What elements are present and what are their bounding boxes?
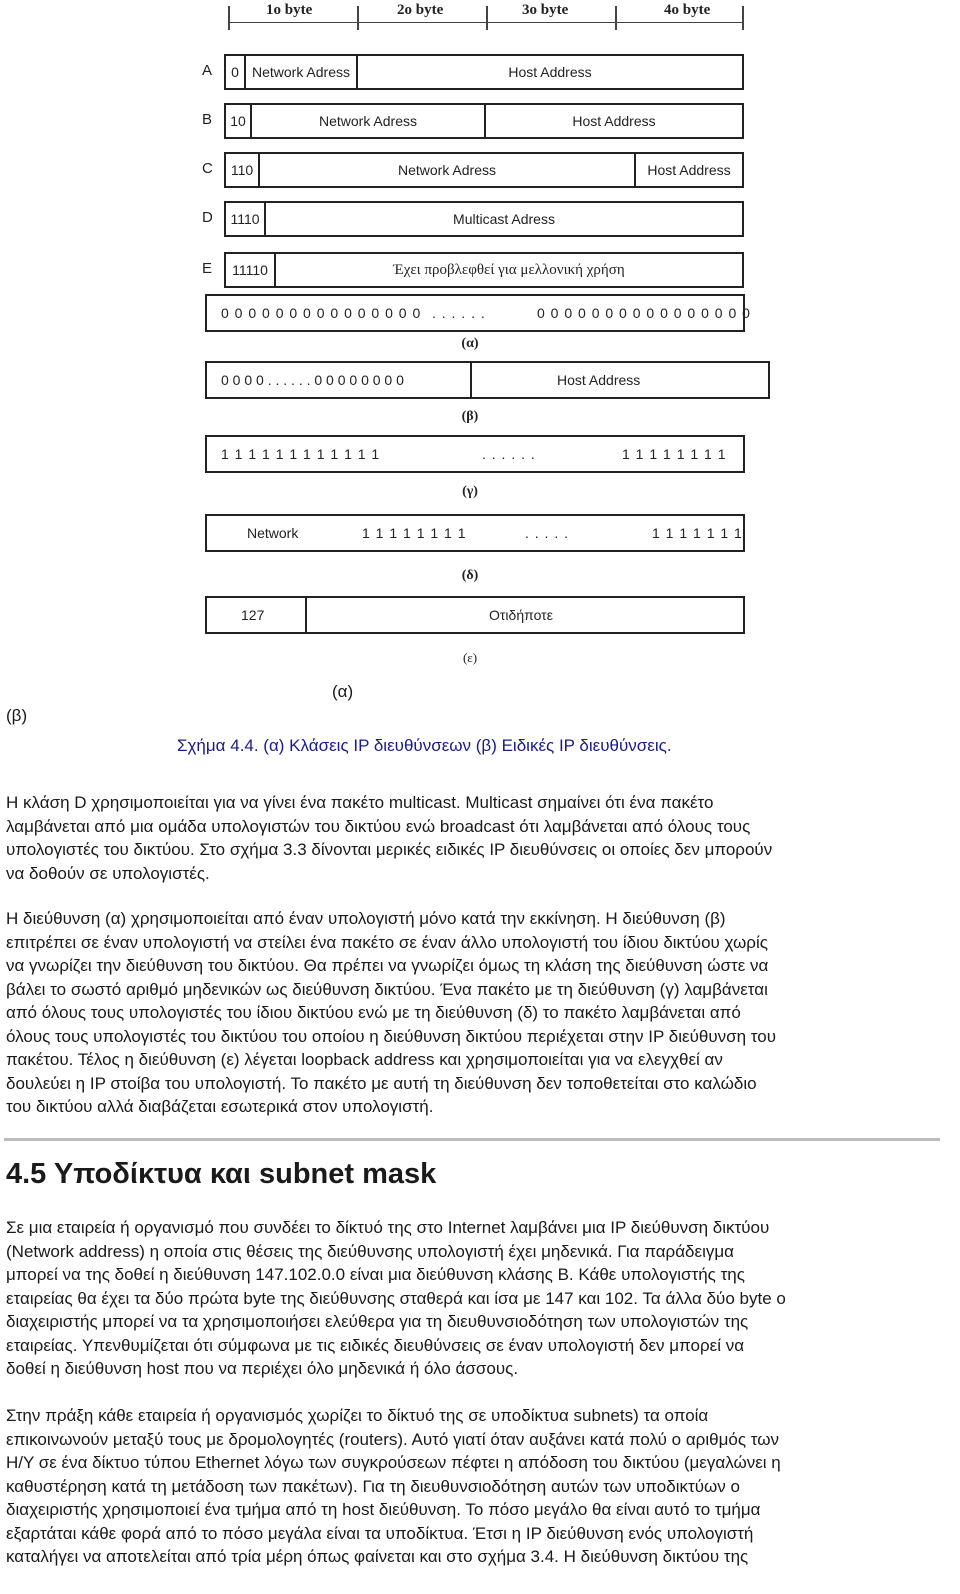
class-b-network: Network Adress: [252, 105, 486, 137]
class-b-host: Host Address: [572, 113, 656, 129]
text-line: διαχειριστής χρησιμοποιεί ένα τμήμα από τη host διεύθυνση. Το πόσο μεγάλο θα είναι αυτό το τμήμα: [6, 1500, 761, 1519]
text-line: βάλει το σωστό αριθμό μηδενικών ως διεύθυνση δικτύου. Ένα πακέτο με τη διεύθυνση (γ) λαμβάνεται: [6, 979, 768, 999]
class-a-bits: 0: [226, 56, 246, 88]
class-b-row: [224, 103, 744, 139]
special-e-right: Οτιδήποτε: [489, 607, 553, 623]
class-e-reserved: Έχει προβλεφθεί για μελλονική χρήση: [393, 261, 625, 278]
text-line: εξαρτάται κάθε φορά από το πόσο μεγάλα είναι τα υποδίκτυα. Έτσι η IP διεύθυνση ενός υπολογιστή: [6, 1523, 754, 1543]
special-e-label: (ε): [462, 650, 478, 665]
text-line: καθυστέρηση κατά τη μετάδοση των πακέτων). Για τη διευθυνσιοδότηση αυτών των υποδικτύων ο: [6, 1476, 740, 1496]
text-line: (Network address) η οποία στις θέσεις της διεύθυνσης υπολογιστή έχει μηδενικά. Για παράδειγμα: [6, 1241, 734, 1261]
text-line: Στην πράξη κάθε εταιρεία ή οργανισμός χωρίζει το δίκτυό της σε υποδίκτυα subnets) τα οποία: [6, 1406, 709, 1425]
text-line: εταιρείας θα έχει τα δύο πρώτα byte της διεύθυνσης σταθερά και ίσα με 147 και 102. Τα άλλα δύο byte ο: [6, 1288, 786, 1308]
byte-tick: [742, 6, 744, 30]
ip-classes-figure: [0, 0, 960, 720]
special-c-row: [205, 435, 745, 473]
caption-b: (β): [6, 706, 28, 725]
paragraph-1: [6, 791, 772, 885]
class-b-bits: 10: [226, 105, 252, 137]
paragraph-2: [6, 907, 776, 1119]
caption-a: (α): [332, 682, 354, 701]
special-e-left: 127: [207, 598, 307, 632]
special-d-mid1: 1 1 1 1 1 1 1 1: [362, 525, 467, 541]
class-a-network: Network Adress: [246, 56, 358, 88]
paragraph-4: [6, 1404, 781, 1569]
byte-label-4: 4o byte: [664, 2, 711, 18]
text-line: επιτρέπει σε έναν υπολογιστή να στείλει ένα πακέτο σε έναν άλλο υπολογιστή του ίδιου δικτύου χωρίς: [6, 932, 768, 952]
text-line: να δοθούν σε υπολογιστές.: [6, 863, 210, 883]
text-line: Η/Υ σε ένα δίκτυο τύπου Ethernet λόγω των συγκρούσεων πέφτει η απόδοση του δικτύου (μεγαλώνει η: [6, 1453, 781, 1472]
special-b-label: (β): [461, 409, 479, 424]
class-letter-b: B: [202, 111, 213, 128]
text-line: του δικτύου αλλά διαβάζεται εσωτερικά στον υπολογιστή.: [6, 1097, 434, 1116]
text-line: εταιρείας. Υπενθυμίζεται ότι σύμφωνα με τις ειδικές διευθύνσεις σε έναν υπολογιστή δεν μπορεί να: [6, 1335, 745, 1355]
byte-tick: [357, 6, 359, 30]
class-c-host: Host Address: [647, 162, 731, 178]
class-letter-d: D: [202, 209, 213, 226]
special-c-label: (γ): [462, 484, 478, 499]
class-letter-c: C: [202, 160, 213, 177]
text-line: δοθεί η διεύθυνση host που να περιέχει όλο μηδενικά ή όλο άσσους.: [6, 1359, 519, 1378]
class-e-bits: 11110: [226, 254, 276, 286]
text-line: μπορεί να της δοθεί η διεύθυνση 147.102.0.0 είναι μια διεύθυνση κλάσης Β. Κάθε υπολογιστής της: [6, 1265, 745, 1284]
paragraph-3: [6, 1216, 786, 1381]
class-a-host: Host Address: [508, 64, 592, 80]
class-a-row: [224, 54, 744, 90]
special-d-right: 1 1 1 1 1 1 1: [652, 525, 743, 541]
class-c-row: [224, 152, 744, 188]
text-line: Η διεύθυνση (α) χρησιμοποιείται από έναν υπολογιστή μόνο κατά την εκκίνηση. Η διεύθυνση (β): [6, 909, 726, 928]
text-line: να γνωρίζει την διεύθυνση του δικτύου. Θα πρέπει να γνωρίζει όμως τη κλάση της διεύθυνση ώστε να: [6, 956, 769, 975]
class-d-bits: 1110: [226, 203, 266, 235]
section-heading: 4.5 Υποδίκτυα και subnet mask: [6, 1158, 437, 1190]
special-b-right: Host Address: [557, 372, 641, 388]
text-line: καταλήγει να αποτελείται από τρία μέρη όπως φαίνεται και στο σχήμα 3.4. Η διεύθυνση δικτύου της: [6, 1547, 749, 1566]
special-e-row: [205, 596, 745, 634]
text-line: από όλους τους υπολογιστές του ίδιου δικτύου ενώ με τη διεύθυνση (δ) το πακέτο λαμβάνεται από: [6, 1003, 741, 1022]
byte-tick: [486, 6, 488, 30]
text-line: διαχειριστής μπορεί να τα χρησιμοποιήσει ελεύθερα για τη διευθυνσιοδότηση των υπολογιστών της: [6, 1312, 749, 1331]
section-divider: [4, 1138, 940, 1141]
class-e-row: [224, 252, 744, 288]
special-c-right: 1 1 1 1 1 1 1 1: [622, 446, 727, 462]
special-a-mid: . . . . . .: [432, 305, 486, 321]
class-d-row: [224, 201, 744, 237]
special-a-left: 0 0 0 0 0 0 0 0 0 0 0 0 0 0 0: [221, 305, 422, 321]
class-letter-e: E: [202, 260, 213, 277]
special-d-mid2: . . . . .: [525, 525, 570, 541]
special-b-left: 0 0 0 0 . . . . . . 0 0 0 0 0 0 0 0: [207, 363, 472, 397]
class-c-bits: 110: [226, 154, 260, 186]
text-line: δουλεύει η IP στοίβα του υπολογιστή. Το πακέτο με αυτή τη διεύθυνση δεν τοποθετείται στο καλώδιο: [6, 1073, 757, 1093]
byte-label-1: 1o byte: [266, 2, 313, 18]
byte-label-2: 2o byte: [397, 2, 444, 18]
special-d-left: Network: [247, 525, 299, 541]
byte-label-3: 3o byte: [522, 2, 569, 18]
special-c-mid: . . . . . .: [482, 446, 536, 462]
special-d-row: [205, 514, 745, 552]
class-letter-a: A: [202, 62, 213, 79]
class-c-network: Network Adress: [260, 154, 636, 186]
text-line: πακέτου. Τέλος η διεύθυνση (ε) λέγεται loopback address και χρησιμοποιείται για να ελεγχθεί αν: [6, 1050, 723, 1069]
text-line: υπολογιστές του δικτύου. Στο σχήμα 3.3 δίνονται μερικές ειδικές IP διευθύνσεις οι οποίες δεν μπορούν: [6, 840, 773, 859]
special-a-label: (α): [461, 336, 479, 351]
text-line: Σε μια εταιρεία ή οργανισμό που συνδέει το δίκτυό της στο Internet λαμβάνει μια IP διεύθυνση δικτύου: [6, 1218, 770, 1237]
text-line: λαμβάνεται από μια ομάδα υπολογιστών του δικτύου ενώ broadcast ότι λαμβάνεται από όλους τους: [6, 816, 751, 836]
text-line: όλους τους υπολογιστές του δικτύου του οποίου η διεύθυνση δικτύου περιέχεται στην IP διεύθυνση του: [6, 1026, 777, 1046]
special-a-row: [205, 294, 751, 332]
special-d-label: (δ): [461, 568, 479, 583]
text-line: επικοινωνούν μεταξύ τους με δρομολογητές (routers). Αυτό γιατί όταν αυξάνει κατά πολύ ο αριθμός των: [6, 1429, 779, 1449]
byte-tick: [615, 6, 617, 30]
byte-tick: [228, 6, 230, 30]
figure-caption: Σχήμα 4.4. (α) Κλάσεις IP διευθύνσεων (β) Ειδικές IP διευθύνσεις.: [177, 736, 672, 755]
special-c-left: 1 1 1 1 1 1 1 1 1 1 1 1: [221, 446, 381, 462]
special-a-right: 0 0 0 0 0 0 0 0 0 0 0 0 0 0 0 0: [537, 305, 751, 321]
special-b-row: [205, 361, 770, 399]
text-line: Η κλάση D χρησιμοποιείται για να γίνει ένα πακέτο multicast. Multicast σημαίνει ότι ένα πακέτο: [6, 793, 714, 812]
class-d-multicast: Multicast Adress: [453, 211, 555, 227]
